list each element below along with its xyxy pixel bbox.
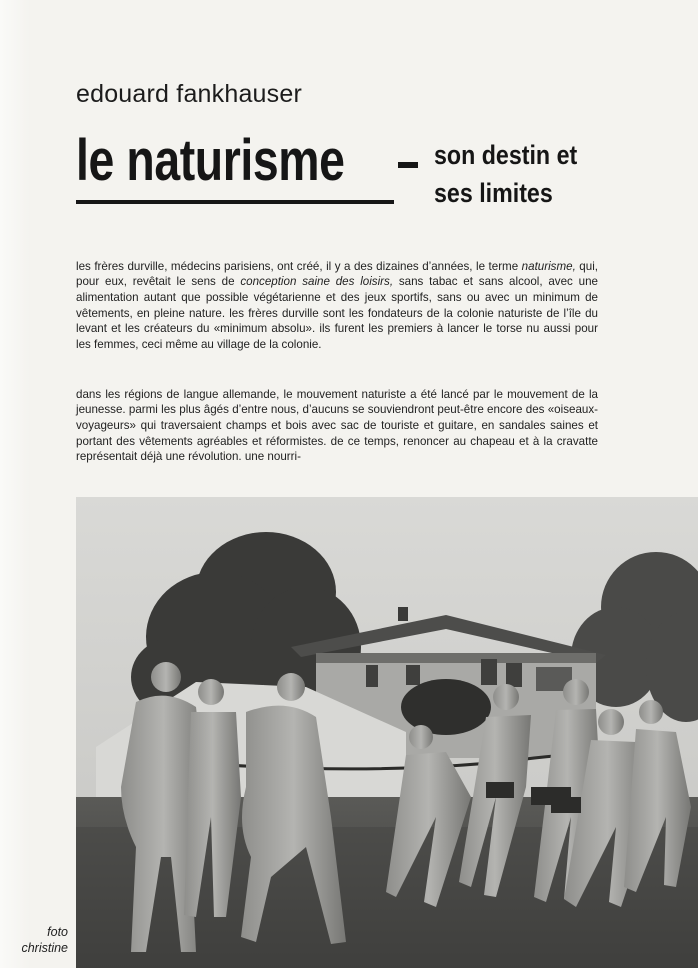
author-name: edouard fankhauser xyxy=(76,80,302,108)
paragraph-1-part-3: sans tabac et sans alcool, avec une alimentation autant que possible végétarienne et des jeux sportifs, sans ou avec un minimum de vêtements, en pleine nature. les frères durville sont les fondateurs de la colonie naturiste de l’île du levant et les créateurs du «minimum absolu». ils furent les premiers à lancer le torse nu aussi pour les femmes, ceci même au village de la colonie. xyxy=(76,275,598,352)
paragraph-1-part-1: les frères durville, médecins parisiens, ont créé, il y a des dizaines d’années, le terme xyxy=(76,259,522,273)
article-subtitle xyxy=(434,136,577,212)
photo-credit-line-2: christine xyxy=(21,941,68,955)
paragraph-1 xyxy=(76,259,598,353)
paragraph-2: dans les régions de langue allemande, le mouvement naturiste a été lancé par le mouvement de la jeunesse. parmi les plus âgés d’entre nous, d’aucuns se souviendront peut-être encore des «oiseaux-voyageurs» qui traversaient champs et bois avec sac de touriste et guitare, en sandales saines et portant des vêtements agréables et réformistes. de ce temps, renoncer au chapeau et à la cravatte représentait déjà une révolution. une nourri- xyxy=(76,387,598,464)
paragraph-1-part-2: qui, pour eux, revêtait le sens de xyxy=(76,259,598,289)
title-underline xyxy=(76,200,394,204)
tug-of-war-photo xyxy=(76,497,698,968)
article-title: le naturisme xyxy=(76,128,345,193)
emphasis-naturisme: naturisme, xyxy=(521,259,576,273)
emphasis-conception: conception saine des loisirs, xyxy=(240,275,394,289)
photo-credit xyxy=(8,924,68,956)
subtitle-line-2: ses limites xyxy=(434,178,553,208)
page-margin xyxy=(0,0,30,968)
title-dash xyxy=(398,162,418,168)
photo-credit-line-1: foto xyxy=(47,925,68,939)
subtitle-line-1: son destin et xyxy=(434,140,578,170)
